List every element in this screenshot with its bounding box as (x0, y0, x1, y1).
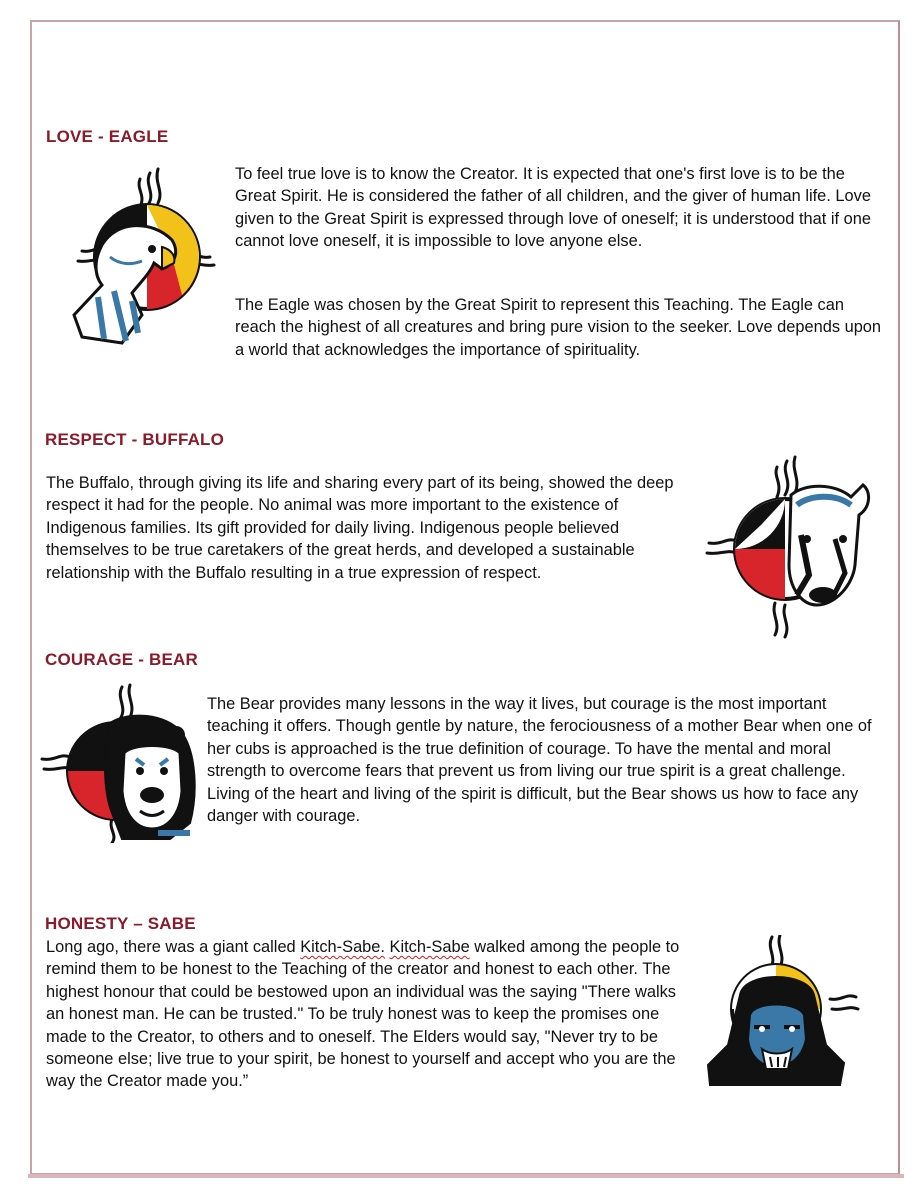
sabe-medicine-wheel-icon (700, 935, 860, 1095)
honesty-text-2: walked among the people to remind them to be honest to the Teaching of the creator and honest to each other. The highest honour that could be bestowed upon an individual was the saying "There walks an honest man. He can be trusted." To be truly honest was to keep the promises one made to the Creator, to others and to oneself. The Elders would say, "Never try to be someone else; live true to your spirit, be honest to yourself and accept who you are the way the Creator made you.” (46, 938, 680, 1091)
eagle-medicine-wheel-icon (62, 165, 222, 350)
buffalo-medicine-wheel-icon (705, 455, 880, 640)
page-border-shadow (28, 1174, 904, 1178)
courage-paragraph: The Bear provides many lessons in the way it lives, but courage is the most important teaching it offers. Though gentle by nature, the ferociousness of a mother Bear when one of her cubs is approached is the true definition of courage. To have the mental and moral strength to overcome fears that prevent us from living our true spirit is a great challenge. Living of the heart and living of the spirit is difficult, but the Bear shows us how to face any danger with courage. (207, 695, 872, 826)
respect-paragraph: The Buffalo, through giving its life and sharing every part of its being, showed the deep respect it had for the people. No animal was more important to the existence of Indigenous families. Its gift provided for daily living. Indigenous people believed themselves to be true caretakers of the great herds, and developed a sustainable relationship with the Buffalo resulting in a true expression of respect. (46, 474, 674, 582)
love-paragraph-1: To feel true love is to know the Creator. It is expected that one's first love is to be the Great Spirit. He is considered the father of all children, and the giver of human life. Love given to the Great Spirit is expressed through love of oneself; it is understood that if one cannot love oneself, it is impossible to love anyone else. (235, 165, 871, 251)
kitch-sabe-word-1: Kitch-Sabe. (300, 938, 385, 956)
love-paragraph-2: The Eagle was chosen by the Great Spirit to represent this Teaching. The Eagle can reach the highest of all creatures and bring pure vision to the seeker. Love depends upon a world that acknowledges the importance of spirituality. (235, 296, 882, 359)
kitch-sabe-word-2: Kitch-Sabe (389, 938, 470, 956)
heading-courage-bear: COURAGE - BEAR (45, 650, 198, 669)
honesty-paragraph (46, 936, 696, 1093)
honesty-text-1: Long ago, there was a giant called (46, 938, 301, 956)
bear-medicine-wheel-icon (40, 683, 200, 843)
heading-honesty-sabe: HONESTY – SABE (45, 914, 196, 933)
heading-respect-buffalo: RESPECT - BUFFALO (45, 430, 225, 449)
heading-love-eagle: LOVE - EAGLE (46, 127, 169, 146)
